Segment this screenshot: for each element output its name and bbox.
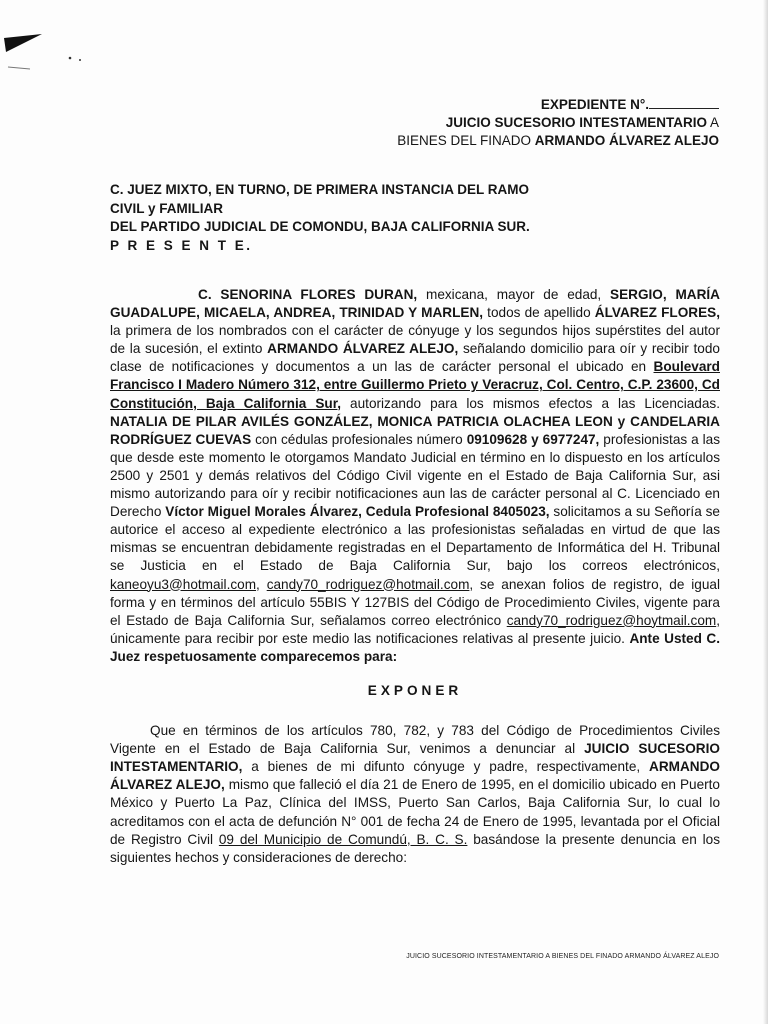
bienes-prefix: BIENES DEL FINADO bbox=[397, 133, 531, 148]
email-link-2[interactable]: candy70_rodriguez@hotmail.com bbox=[266, 576, 470, 592]
text-span: mismo que falleció el día 21 de Enero de 1995, en el domicilio ubicado en Puerto México y Puerto La Paz, Clínica del IMSS, Puerto San Carlos, Baja California Sur, lo cual lo acreditamos con el acta de defunción N° 001 de fecha 24 de Enero de 1995, levantada por el Oficial de Registro Civil bbox=[110, 777, 720, 847]
text-span: , únicamente para recibir por este medio las notificaciones relativas al presente juicio. bbox=[110, 612, 720, 646]
scan-edge-shadow bbox=[763, 0, 768, 1024]
address-line-3: DEL PARTIDO JUDICIAL DE COMONDU, BAJA CALIFORNIA SUR. bbox=[110, 219, 530, 234]
email-link-3[interactable]: candy70_rodriguez@hoytmail.com bbox=[506, 612, 717, 628]
registro-civil: 09 del Municipio de Comundú, B. C. S. bbox=[218, 831, 468, 847]
text-span: profesionistas a las que desde este momento le otorgamos Mandato Judicial en término en lo dispuesto en los artículos 2500 y 2501 y demás relativos del Código Civil vigente en el Estado de Baja California Sur, asi mismo autorizando para oír y recibir notificaciones aun las de carácter personal al C. Licenciado en Derecho bbox=[110, 431, 721, 520]
text-span: SERGIO, MARÍA GUADALUPE, MICAELA, ANDREA, TRINIDAD Y MARLEN, bbox=[110, 287, 720, 321]
text-span: Ante Usted C. Juez respetuosamente comparecemos para: bbox=[110, 630, 721, 664]
text-span: solicitamos a su Señoría se autorice el acceso al expediente electrónico a las profesionistas señaladas en virtud de que las mismas se encuentran debidamente registradas en el Departamento de Informática del H. Tribunal se Justicia en el Estado de Baja California Sur, bajo los correos electrónicos, bbox=[110, 504, 720, 574]
licenciado-name: Víctor Miguel Morales Álvarez, Cedula Profesional 8405023, bbox=[165, 504, 550, 520]
document-body bbox=[110, 286, 720, 867]
domicile-address: Boulevard Francisco I Madero Número 312, entre Guillermo Prieto y Veracruz, Col. Centro, C.P. 23600, Cd Constitución, Baja California Sur, bbox=[110, 359, 720, 411]
text-span: JUICIO SUCESORIO INTESTAMENTARIO, bbox=[110, 741, 720, 775]
finado-name: ARMANDO ÁLVAREZ ALEJO bbox=[534, 133, 719, 148]
case-header bbox=[397, 96, 719, 150]
text-span: ARMANDO ÁLVAREZ ALEJO, bbox=[267, 341, 459, 357]
juicio-suffix: A bbox=[709, 115, 719, 130]
text-span: todos de apellido bbox=[483, 305, 595, 321]
bienes-line bbox=[397, 132, 719, 150]
paragraph-exponer bbox=[110, 722, 720, 867]
expediente-label: EXPEDIENTE N°. bbox=[540, 97, 649, 112]
expediente-line bbox=[397, 96, 719, 114]
text-span: , bbox=[256, 576, 267, 592]
text-span: a bienes de mi difunto cónyuge y padre, respectivamente, bbox=[242, 759, 650, 775]
juicio-title: JUICIO SUCESORIO INTESTAMENTARIO bbox=[445, 115, 707, 130]
section-heading-exponer: EXPONER bbox=[367, 682, 463, 698]
paragraph-intro bbox=[110, 286, 720, 666]
scan-corner-mark bbox=[0, 30, 90, 80]
expediente-blank bbox=[649, 96, 719, 109]
text-span: señalando domicilio para oír y recibir todo clase de notificaciones y documentos a un las de carácter personal el ubicado en bbox=[110, 341, 720, 375]
cedula-numbers: 09109628 y 6977247, bbox=[466, 431, 600, 447]
page-footer: JUICIO SUCESORIO INTESTAMENTARIO A BIENES DEL FINADO ARMANDO ÁLVAREZ ALEJO bbox=[406, 953, 719, 960]
text-span: , se anexan folios de registro, de igual forma y en términos del artículo 55BIS Y 127BIS del Código de Procedimiento Civiles, vigente para el Estado de Baja California Sur, señalamos correo electrónico bbox=[110, 576, 720, 628]
text-span: basándose la presente denuncia en los siguientes hechos y consideraciones de derecho: bbox=[110, 831, 720, 865]
address-line-1: C. JUEZ MIXTO, EN TURNO, DE PRIMERA INSTANCIA DEL RAMO bbox=[110, 182, 530, 197]
text-span: con cédulas profesionales número bbox=[251, 431, 467, 447]
address-line-2: CIVIL y FAMILIAR bbox=[110, 200, 224, 216]
text-span: autorizando para los mismos efectos a las Licenciadas. bbox=[341, 395, 721, 411]
court-address bbox=[110, 181, 530, 255]
text-span: mexicana, mayor de edad, bbox=[417, 287, 610, 302]
text-span: Que en términos de los artículos 780, 782, y 783 del Código de Procedimientos Civiles Vigente en el Estado de Baja California Sur, venimos a denunciar al bbox=[110, 723, 720, 757]
text-span: C. SENORINA FLORES DURAN, bbox=[198, 287, 418, 302]
email-link-1[interactable]: kaneoyu3@hotmail.com bbox=[110, 576, 257, 592]
text-span: ARMANDO ÁLVAREZ ALEJO, bbox=[110, 759, 720, 793]
attorney-names: NATALIA DE PILAR AVILÉS GONZÁLEZ, MONICA PATRICIA OLACHEA LEON y CANDELARIA RODRÍGUEZ CUEVAS bbox=[110, 413, 720, 447]
juicio-line bbox=[397, 114, 719, 132]
address-line-4: P R E S E N T E. bbox=[110, 237, 253, 253]
text-span: la primera de los nombrados con el carácter de cónyuge y los segundos hijos supérstites del autor de la sucesión, el extinto bbox=[110, 323, 720, 357]
text-span: ÁLVAREZ FLORES, bbox=[594, 305, 721, 321]
